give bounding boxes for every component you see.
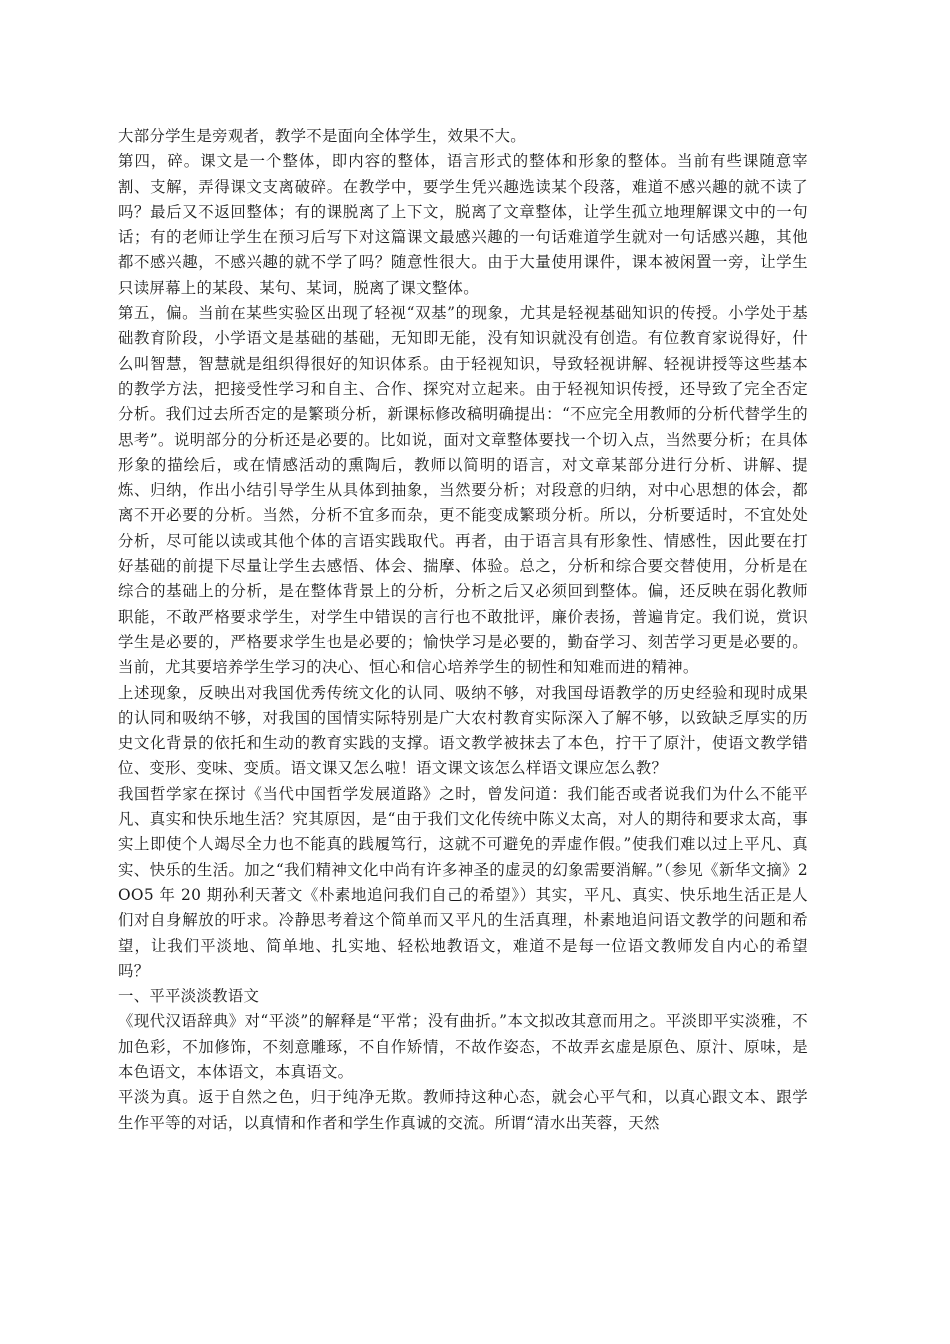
section-heading: 一、平平淡淡教语文: [118, 987, 260, 1006]
paragraph-fourth-fragmented: 第四，碎。课文是一个整体，即内容的整体，语言形式的整体和形象的整体。当前有些课随意宰割、支解，弄得课文支离破碎。在教学中，要学生凭兴趣选读某个段落，难道不感兴趣的就不读了吗？最后又不返回整体；有的课脱离了上下文，脱离了文章整体，让学生孤立地理解课文中的一句话；有的老师让学生在预习后写下对这篇课文最感兴趣的一句话难道学生就对一句话感兴趣，其他都不感兴趣，不感兴趣的就不学了吗？随意性很大。由于大量使用课件，课本被闲置一旁，让学生只读屏幕上的某段、某句、某词，脱离了课文整体。: [118, 152, 808, 297]
paragraph-plain-is-true: 平淡为真。返于自然之色，归于纯净无欺。教师持这种心态，就会心平气和，以真心跟文本、跟学生作平等的对话，以真情和作者和学生作真诚的交流。所谓“清水出芙蓉，天然: [118, 1088, 808, 1132]
paragraph-definition: 《现代汉语辞典》对“平淡”的解释是“平常；没有曲折。”本文拟改其意而用之。平淡即平实淡雅，不加色彩，不加修饰，不刻意雕琢，不自作矫情，不故作姿态，不故弄玄虚是原色、原汁、原味，是本色语文，本体语文，本真语文。: [118, 1012, 808, 1081]
paragraph-phenomena-summary: 上述现象，反映出对我国优秀传统文化的认同、吸纳不够，对我国母语教学的历史经验和现时成果的认同和吸纳不够，对我国的国情实际特别是广大农村教育实际深入了解不够，以致缺乏厚实的历史文化背景的依托和生动的教育实践的支撑。语文教学被抹去了本色，拧干了原汁，使语文教学错位、变形、变味、变质。语文课又怎么啦！语文课文该怎么样语文课应怎么教？: [118, 683, 808, 778]
paragraph-philosopher-question: 我国哲学家在探讨《当代中国哲学发展道路》之时，曾发问道：我们能否或者说我们为什么不能平凡、真实和快乐地生活？究其原因，是“由于我们文化传统中陈义太高，对人的期待和要求太高，事实上即使个人竭尽全力也不能真的践履笃行，这就不可避免的弄虚作假。”使我们难以过上平凡、真实、快乐的生活。加之“我们精神文化中尚有许多神圣的虚灵的幻象需要消解。”（参见《新华文摘》2OO5 年 20 期孙利天著文《朴素地追问我们自己的希望》）其实，平凡、真实、快乐地生活正是人们对自身解放的吁求。冷静思考着这个简单而又平凡的生活真理，朴素地追问语文教学的问题和希望，让我们平淡地、简单地、扎实地、轻松地教语文，难道不是每一位语文教师发自内心的希望吗？: [118, 784, 808, 980]
document-body: [118, 124, 808, 1136]
paragraph-continuation: 大部分学生是旁观者，教学不是面向全体学生，效果不大。: [118, 127, 526, 145]
paragraph-fifth-biased: 第五，偏。当前在某些实验区出现了轻视“双基”的现象，尤其是轻视基础知识的传授。小学处于基础教育阶段，小学语文是基础的基础，无知即无能，没有知识就没有创造。有位教育家说得好，什么叫智慧，智慧就是组织得很好的知识体系。由于轻视知识，导致轻视讲解、轻视讲授等这些基本的教学方法，把接受性学习和自主、合作、探究对立起来。由于轻视知识传授，还导致了完全否定分析。我们过去所否定的是繁琐分析，新课标修改稿明确提出：“不应完全用教师的分析代替学生的思考”。说明部分的分析还是必要的。比如说，面对文章整体要找一个切入点，当然要分析；在具体形象的描绘后，或在情感活动的熏陶后，教师以简明的语言，对文章某部分进行分析、讲解、提炼、归纳，作出小结引导学生从具体到抽象，当然要分析；对段意的归纳，对中心思想的体会，都离不开必要的分析。当然，分析不宜多而杂，更不能变成繁琐分析。所以，分析要适时，不宜处处分析，尽可能以读或其他个体的言语实践取代。再者，由于语言具有形象性、情感性，因此要在打好基础的前提下尽量让学生去感悟、体会、揣摩、体验。总之，分析和综合要交替使用，分析是在综合的基础上的分析，是在整体背景上的分析，分析之后又必须回到整体。偏，还反映在弱化教师职能，不敢严格要求学生，对学生中错误的言行也不敢批评，廉价表扬，普遍肯定。我们说，赏识学生是必要的，严格要求学生也是必要的；愉快学习是必要的，勤奋学习、刻苦学习更是必要的。当前，尤其要培养学生学习的决心、恒心和信心培养学生的韧性和知难而进的精神。: [118, 304, 808, 677]
